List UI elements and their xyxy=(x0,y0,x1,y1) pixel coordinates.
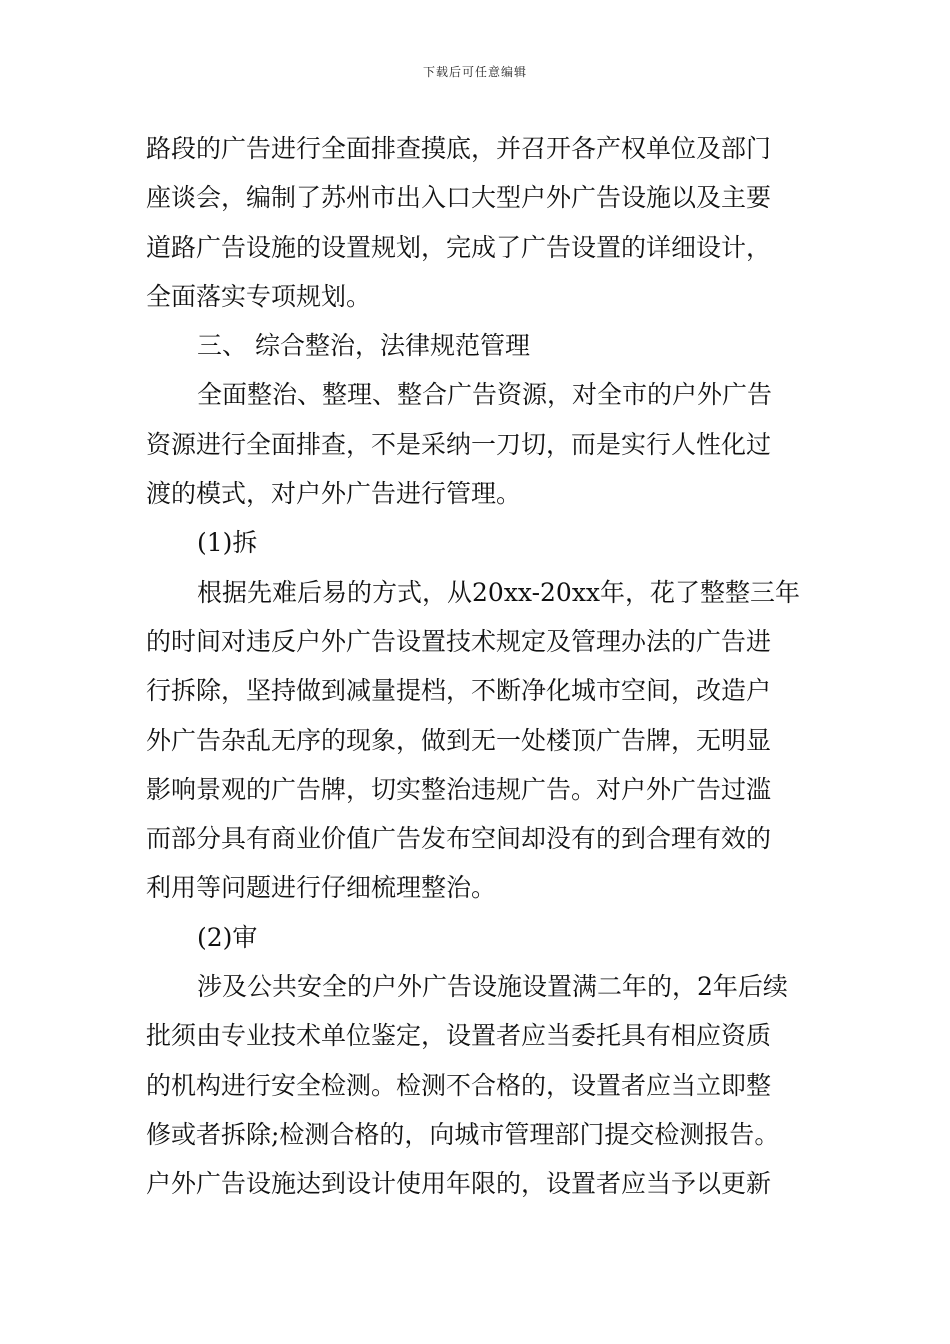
text-line: 户外广告设施达到设计使用年限的，设置者应当予以更新 xyxy=(146,1169,772,1199)
text-line: 三、 综合整治，法律规范管理 xyxy=(197,331,530,361)
page-header: 下载后可任意编辑 xyxy=(422,65,527,79)
text-line: 全面整治、整理、整合广告资源，对全市的户外广告 xyxy=(197,380,773,410)
text-line: (1)拆 xyxy=(197,528,258,558)
text-line: 根据先难后易的方式，从20xx-20xx年，花了整整三年 xyxy=(197,577,801,607)
text-line: 路段的广告进行全面排查摸底，并召开各产权单位及部门 xyxy=(146,134,772,163)
text-line: 资源进行全面排查，不是采纳一刀切，而是实行人性化过 xyxy=(146,429,772,459)
text-line: (2)审 xyxy=(197,922,258,952)
text-line: 道路广告设施的设置规划，完成了广告设置的详细设计， xyxy=(146,232,772,262)
text-line: 的时间对违反户外广告设置技术规定及管理办法的广告进 xyxy=(146,626,772,656)
text-line: 行拆除，坚持做到减量提档，不断净化城市空间，改造户 xyxy=(146,676,772,706)
text-line: 涉及公共安全的户外广告设施设置满二年的，2年后续 xyxy=(197,972,788,1002)
text-line: 渡的模式，对户外广告进行管理。 xyxy=(146,479,522,509)
text-line: 座谈会，编制了苏州市出入口大型户外广告设施以及主要 xyxy=(146,183,772,213)
text-line: 而部分具有商业价值广告发布空间却没有的到合理有效的 xyxy=(146,824,772,854)
document-body xyxy=(146,124,806,1209)
text-line: 全面落实专项规划。 xyxy=(146,281,372,311)
text-line: 影响景观的广告牌，切实整治违规广告。对户外广告过滥 xyxy=(146,774,772,804)
text-line: 利用等问题进行仔细梳理整治。 xyxy=(146,873,497,903)
text-line: 修或者拆除;检测合格的，向城市管理部门提交检测报告。 xyxy=(146,1119,780,1149)
text-line: 批须由专业技术单位鉴定，设置者应当委托具有相应资质 xyxy=(146,1021,772,1051)
text-line: 的机构进行安全检测。检测不合格的，设置者应当立即整 xyxy=(146,1070,772,1100)
text-line: 外广告杂乱无序的现象，做到无一处楼顶广告牌，无明显 xyxy=(146,725,772,755)
